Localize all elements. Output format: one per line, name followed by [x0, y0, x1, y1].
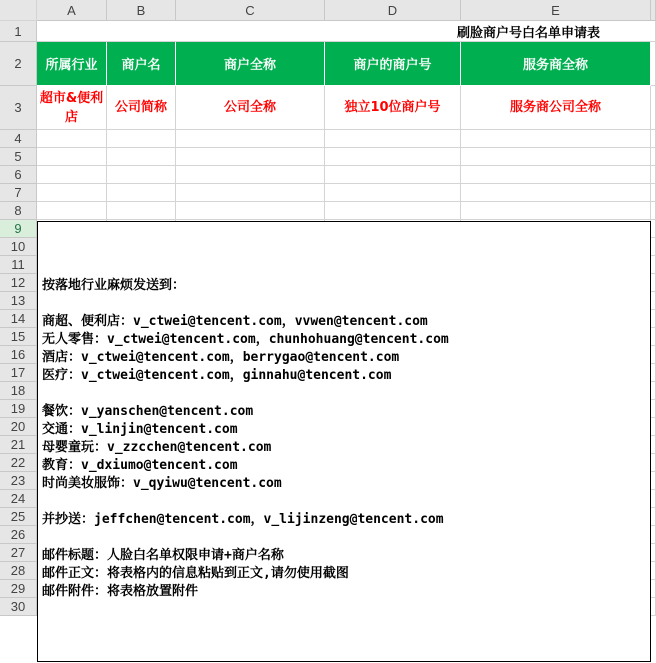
column-header-d[interactable]: D: [325, 0, 461, 21]
row-header-30[interactable]: 30: [0, 598, 37, 616]
textbox-line: 邮件标题：人脸白名单权限申请+商户名称: [42, 548, 284, 563]
grid-cell[interactable]: [651, 42, 656, 86]
example-cell-d[interactable]: 独立10位商户号: [325, 86, 461, 130]
row-header-6[interactable]: 6: [0, 166, 37, 184]
grid-cell[interactable]: [651, 274, 656, 292]
column-header-c[interactable]: C: [176, 0, 325, 21]
textbox-line: 教育：v_dxiumo@tencent.com: [42, 458, 238, 473]
grid-cell[interactable]: [651, 508, 656, 526]
row-header-26[interactable]: 26: [0, 526, 37, 544]
textbox-line: 交通：v_linjin@tencent.com: [42, 422, 238, 437]
textbox-line: 邮件附件：将表格放置附件: [42, 584, 199, 599]
row-header-1[interactable]: 1: [0, 21, 37, 42]
grid-cell[interactable]: [37, 130, 107, 148]
row-header-17[interactable]: 17: [0, 364, 37, 382]
row-header-3[interactable]: 3: [0, 86, 37, 130]
textbox-line: 按落地行业麻烦发送到：: [42, 278, 186, 293]
header-cell-e[interactable]: 服务商全称: [461, 42, 651, 86]
row-header-28[interactable]: 28: [0, 562, 37, 580]
column-header-f[interactable]: [651, 0, 656, 21]
textbox-line: 商超、便利店：v_ctwei@tencent.com，vvwen@tencent.com: [42, 314, 428, 329]
textbox-line: 母婴童玩：v_zzcchen@tencent.com: [42, 440, 272, 455]
header-cell-b[interactable]: 商户名: [107, 42, 176, 86]
row-header-2[interactable]: 2: [0, 42, 37, 86]
row-header-12[interactable]: 12: [0, 274, 37, 292]
grid-cell[interactable]: [176, 184, 325, 202]
grid-cell[interactable]: [651, 544, 656, 562]
header-cell-c[interactable]: 商户全称: [176, 42, 325, 86]
row-header-21[interactable]: 21: [0, 436, 37, 454]
textbox-line: 餐饮：v_yanschen@tencent.com: [42, 404, 254, 419]
row-header-7[interactable]: 7: [0, 184, 37, 202]
row-header-22[interactable]: 22: [0, 454, 37, 472]
row-header-13[interactable]: 13: [0, 292, 37, 310]
grid-cell[interactable]: [651, 418, 656, 436]
grid-cell[interactable]: [651, 220, 656, 238]
grid-cell[interactable]: [651, 364, 656, 382]
grid-cell[interactable]: [176, 166, 325, 184]
grid-cell[interactable]: [651, 86, 656, 130]
grid-cell[interactable]: [176, 148, 325, 166]
grid-cell[interactable]: [107, 166, 176, 184]
grid-cell[interactable]: [651, 292, 656, 310]
row-header-8[interactable]: 8: [0, 202, 37, 220]
grid-cell[interactable]: [651, 238, 656, 256]
grid-cell[interactable]: [325, 148, 461, 166]
grid-cell[interactable]: [107, 202, 176, 220]
textbox-line: 酒店：v_ctwei@tencent.com，berrygao@tencent.com: [42, 350, 400, 365]
row-header-14[interactable]: 14: [0, 310, 37, 328]
grid-cell[interactable]: [325, 166, 461, 184]
grid-cell[interactable]: [651, 526, 656, 544]
grid-cell[interactable]: [461, 130, 651, 148]
cell-f1[interactable]: [651, 21, 656, 42]
row-header-27[interactable]: 27: [0, 544, 37, 562]
header-cell-d[interactable]: 商户的商户号: [325, 42, 461, 86]
example-cell-e[interactable]: 服务商公司全称: [461, 86, 651, 130]
row-header-9[interactable]: 9: [0, 220, 37, 238]
grid-cell[interactable]: [651, 130, 656, 148]
grid-cell[interactable]: [325, 130, 461, 148]
column-header-b[interactable]: B: [107, 0, 176, 21]
row-header-29[interactable]: 29: [0, 580, 37, 598]
grid-cell[interactable]: [461, 148, 651, 166]
grid-cell[interactable]: [461, 184, 651, 202]
grid-cell[interactable]: [37, 202, 107, 220]
grid-cell[interactable]: [651, 310, 656, 328]
row-header-19[interactable]: 19: [0, 400, 37, 418]
grid-cell[interactable]: [651, 148, 656, 166]
grid-cell[interactable]: [325, 184, 461, 202]
select-all-corner[interactable]: [0, 0, 37, 21]
textbox-line: 并抄送：jeffchen@tencent.com，v_lijinzeng@tencent.com: [42, 512, 444, 527]
textbox-line: 无人零售：v_ctwei@tencent.com，chunhohuang@tencent.com: [42, 332, 449, 347]
grid-cell[interactable]: [651, 382, 656, 400]
grid-cell[interactable]: [107, 148, 176, 166]
grid-cell[interactable]: [651, 580, 656, 598]
row-header-5[interactable]: 5: [0, 148, 37, 166]
grid-cell[interactable]: [651, 472, 656, 490]
sheet-title: 刷脸商户号白名单申请表: [37, 21, 651, 42]
textbox-line: 邮件正文：将表格内的信息粘贴到正文,请勿使用截图: [42, 566, 349, 581]
column-header-a[interactable]: A: [37, 0, 107, 21]
row-header-15[interactable]: 15: [0, 328, 37, 346]
grid-cell[interactable]: [461, 166, 651, 184]
instructions-textbox[interactable]: [37, 221, 651, 662]
grid-cell[interactable]: [651, 184, 656, 202]
row-header-11[interactable]: 11: [0, 256, 37, 274]
grid-cell[interactable]: [107, 130, 176, 148]
grid-cell[interactable]: [107, 184, 176, 202]
grid-cell[interactable]: [651, 166, 656, 184]
textbox-line: 医疗：v_ctwei@tencent.com，ginnahu@tencent.com: [42, 368, 392, 383]
row-header-10[interactable]: 10: [0, 238, 37, 256]
grid-cell[interactable]: [651, 328, 656, 346]
row-header-24[interactable]: 24: [0, 490, 37, 508]
grid-cell[interactable]: [37, 166, 107, 184]
row-header-20[interactable]: 20: [0, 418, 37, 436]
grid-cell[interactable]: [461, 202, 651, 220]
grid-cell[interactable]: [325, 202, 461, 220]
grid-cell[interactable]: [651, 562, 656, 580]
grid-cell[interactable]: [37, 148, 107, 166]
example-cell-b[interactable]: 公司简称: [107, 86, 176, 130]
example-cell-a[interactable]: 超市&便利店: [37, 86, 107, 130]
textbox-line: 时尚美妆服饰：v_qyiwu@tencent.com: [42, 476, 282, 491]
row-header-4[interactable]: 4: [0, 130, 37, 148]
example-cell-c[interactable]: 公司全称: [176, 86, 325, 130]
grid-cell[interactable]: [651, 598, 656, 616]
row-header-18[interactable]: 18: [0, 382, 37, 400]
grid-cell[interactable]: [176, 130, 325, 148]
grid-cell[interactable]: [176, 202, 325, 220]
grid-cell[interactable]: [651, 490, 656, 508]
grid-cell[interactable]: [651, 436, 656, 454]
grid-cell[interactable]: [651, 454, 656, 472]
grid-cell[interactable]: [37, 184, 107, 202]
row-header-23[interactable]: 23: [0, 472, 37, 490]
column-header-e[interactable]: E: [461, 0, 651, 21]
grid-cell[interactable]: [651, 400, 656, 418]
row-header-25[interactable]: 25: [0, 508, 37, 526]
row-header-16[interactable]: 16: [0, 346, 37, 364]
grid-cell[interactable]: [651, 256, 656, 274]
header-cell-a[interactable]: 所属行业: [37, 42, 107, 86]
grid-cell[interactable]: [651, 346, 656, 364]
grid-cell[interactable]: [651, 202, 656, 220]
